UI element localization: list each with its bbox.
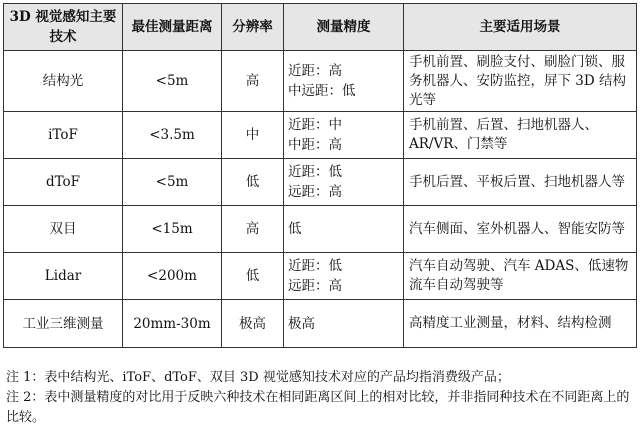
cell-tech: 工业三维测量 [4,300,123,348]
cell-distance: <5m [123,159,222,206]
precision-line: 近距：高 [288,63,342,79]
cell-scenario: 高精度工业测量，材料、结构检测 [404,300,637,348]
header-distance: 最佳测量距离 [123,4,222,51]
precision-line: 远距：高 [288,278,342,294]
precision-line: 远距：高 [288,184,342,200]
cell-scenario: 手机后置、平板后置、扫地机器人等 [404,159,637,206]
precision-line: 中远距：低 [288,83,356,99]
note-2: 注 2：表中测量精度的对比用于反映六种技术在相同距离区间上的相对比较，并非指同种技术在不同距离上的比较。 [6,390,630,425]
cell-precision [284,300,404,348]
cell-distance: <3.5m [123,112,222,159]
precision-line: 近距：中 [288,117,342,133]
table-notes [6,368,634,428]
cell-distance: <15m [123,206,222,253]
table-row [4,206,637,253]
table-row [4,159,637,206]
table-row [4,253,637,300]
cell-precision [284,112,404,159]
tech-comparison-table [3,3,637,348]
header-scenario: 主要适用场景 [404,4,637,51]
table-header-row [4,4,637,51]
cell-distance: 20mm-30m [123,300,222,348]
table-row [4,51,637,112]
cell-precision [284,206,404,253]
cell-scenario: 汽车侧面、室外机器人、智能安防等 [404,206,637,253]
precision-line: 中距：高 [288,137,342,153]
cell-tech: iToF [4,112,123,159]
cell-scenario: 汽车自动驾驶、汽车 ADAS、低速物流车自动驾驶等 [404,253,637,300]
cell-resolution: 高 [222,206,284,253]
cell-precision [284,253,404,300]
cell-resolution: 低 [222,159,284,206]
precision-line: 极高 [288,315,315,332]
cell-distance: <5m [123,51,222,112]
precision-line: 近距：低 [288,164,342,180]
cell-precision [284,51,404,112]
table-row [4,112,637,159]
header-tech: 3D 视觉感知主要技术 [4,4,123,51]
cell-scenario: 手机前置、刷脸支付、刷脸门锁、服务机器人、安防监控，屏下 3D 结构光等 [404,51,637,112]
table-row [4,300,637,348]
header-resolution: 分辨率 [222,4,284,51]
cell-tech: dToF [4,159,123,206]
cell-tech: 结构光 [4,51,123,112]
note-1: 注 1：表中结构光、iToF、dToF、双目 3D 视觉感知技术对应的产品均指消费级产品； [6,370,510,385]
cell-resolution: 极高 [222,300,284,348]
cell-tech: Lidar [4,253,123,300]
header-precision: 测量精度 [284,4,404,51]
cell-tech: 双目 [4,206,123,253]
cell-resolution: 中 [222,112,284,159]
cell-resolution: 低 [222,253,284,300]
cell-scenario: 手机前置、后置、扫地机器人、AR/VR、门禁等 [404,112,637,159]
cell-resolution: 高 [222,51,284,112]
precision-line: 近距：低 [288,258,342,274]
precision-line: 低 [288,221,302,237]
cell-distance: <200m [123,253,222,300]
cell-precision [284,159,404,206]
